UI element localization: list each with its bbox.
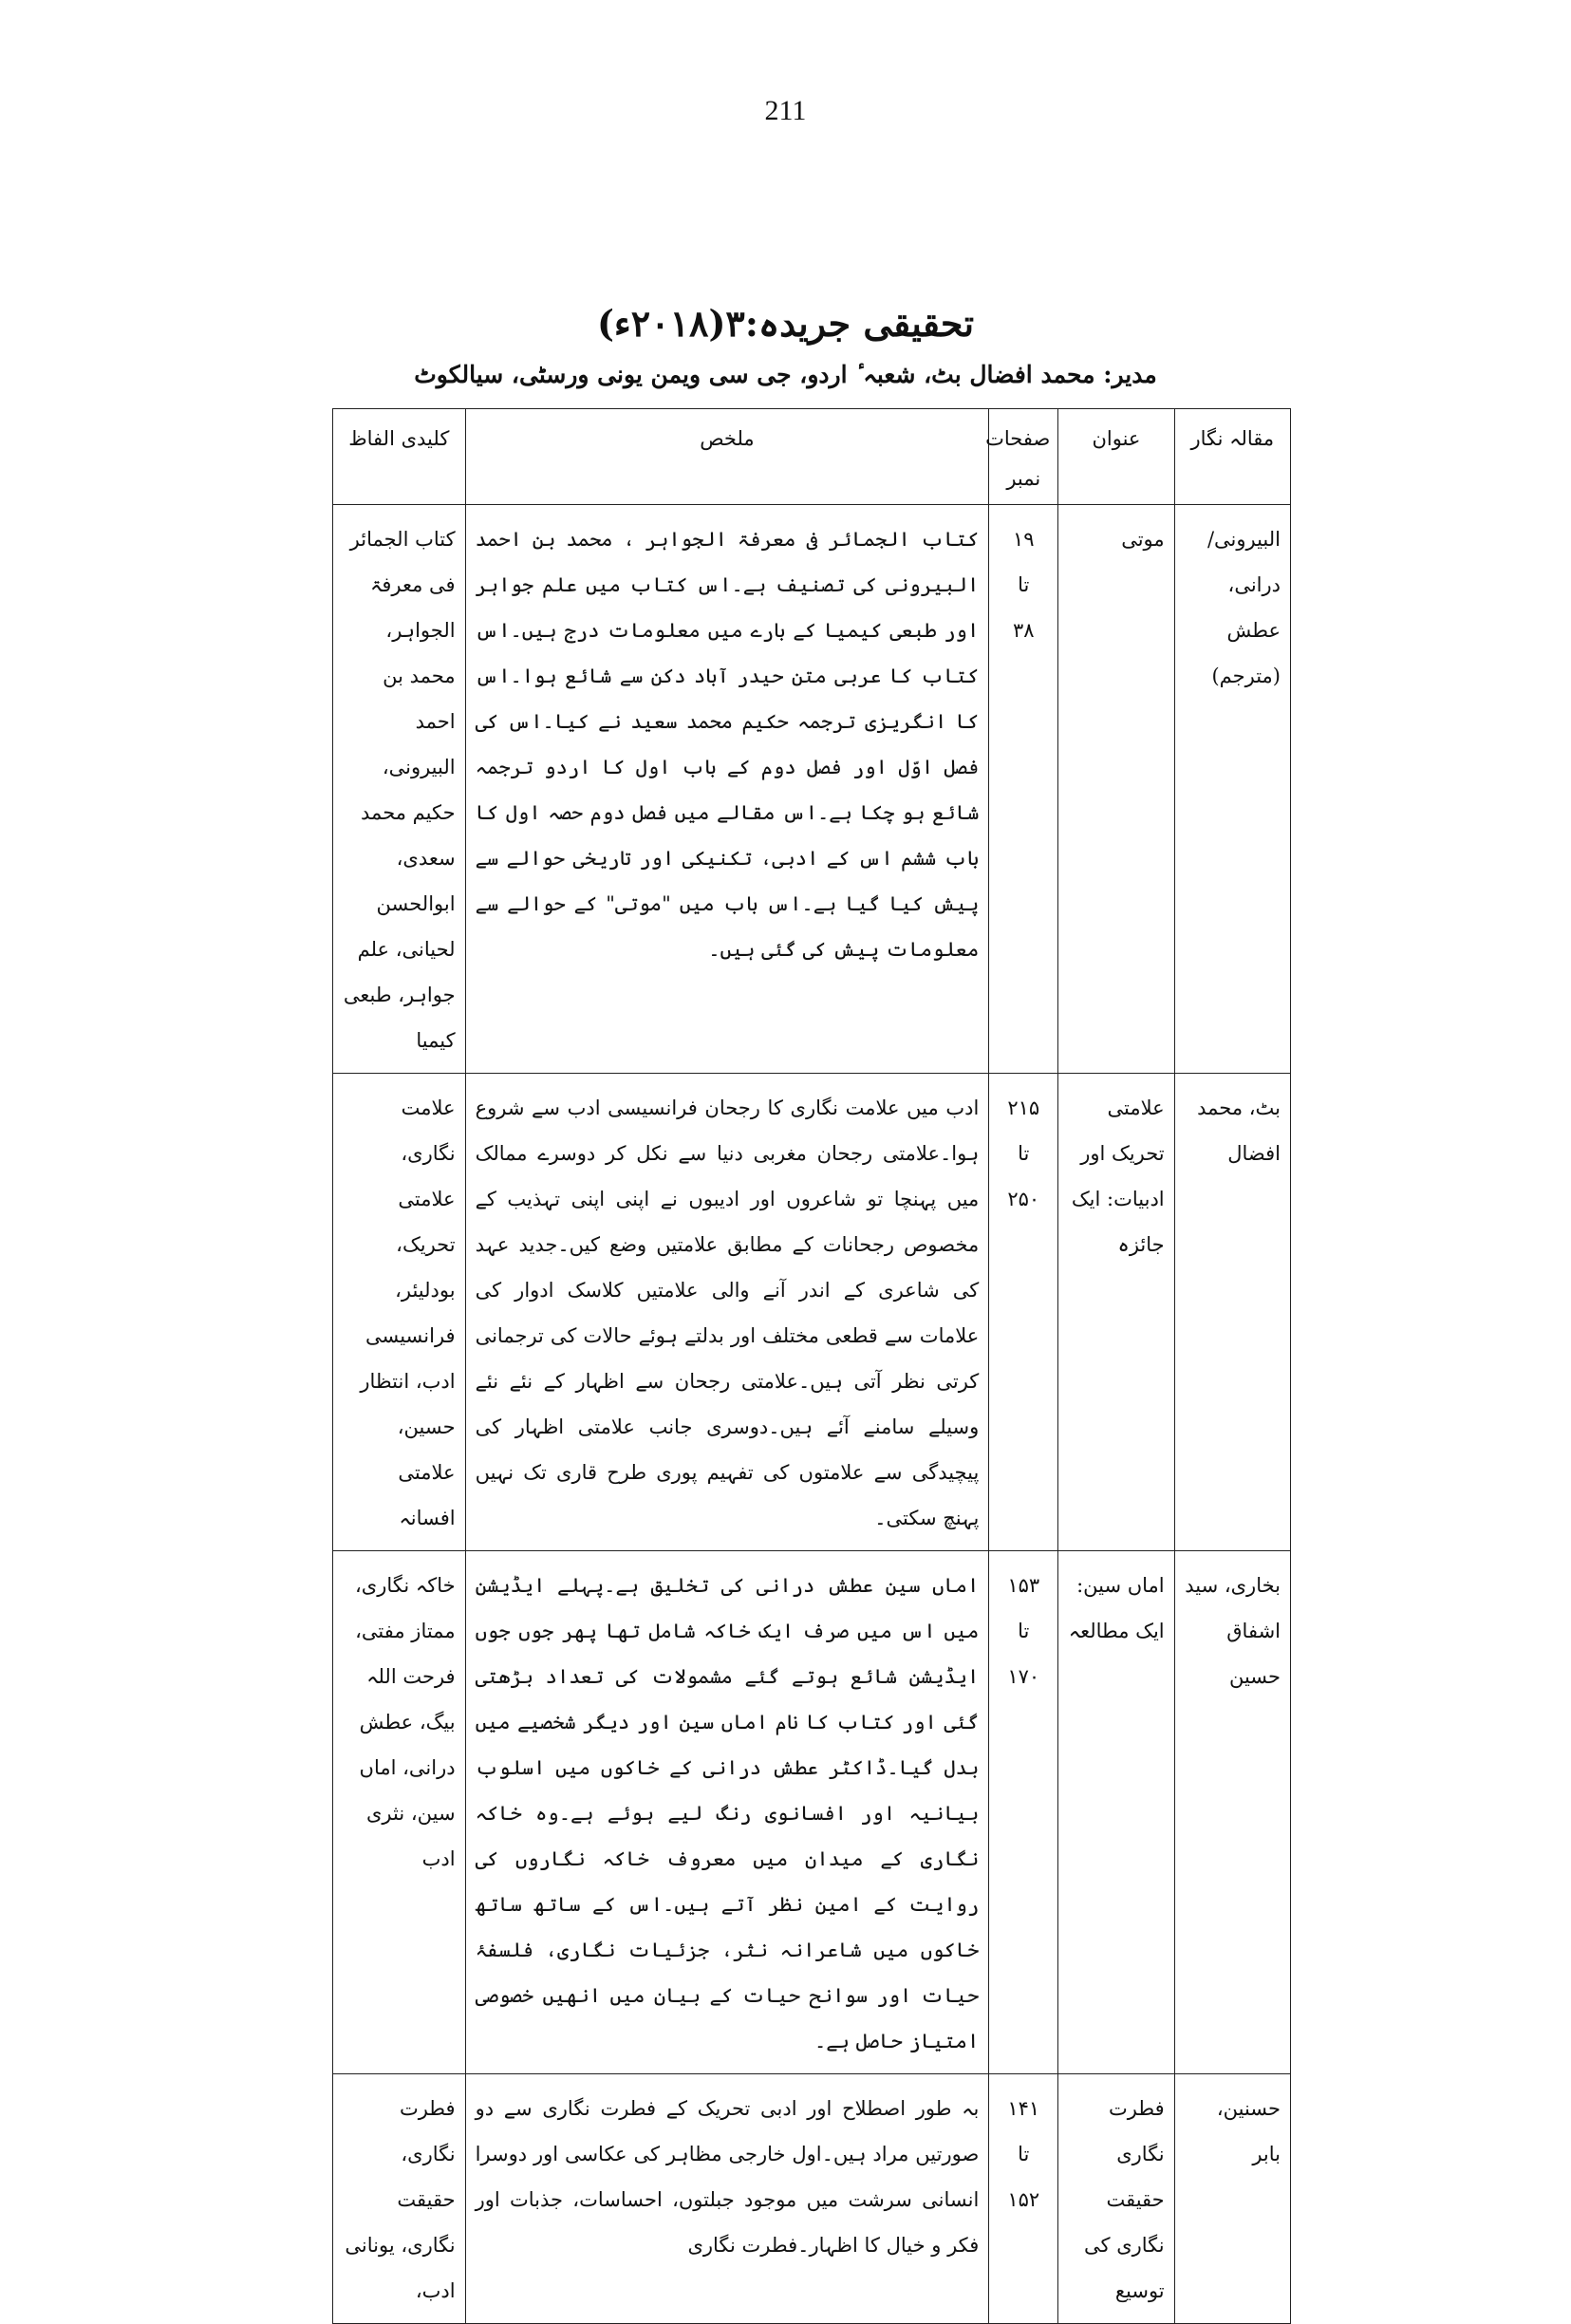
pages-cell [989, 2074, 1058, 2324]
editor-line: مدیر: محمد افضال بٹ، شعبہ ٔ اردو، جی سی ویمن یونی ورسٹی، سیالکوٹ [414, 361, 1157, 388]
pages-to-word: تا [1018, 1142, 1030, 1165]
title-cell: فطرت نگاری حقیقت نگاری کی توسیع [1058, 2074, 1174, 2324]
abstract-cell: اماں سین عطش درانی کی تخلیق ہے۔پہلے ایڈیشن میں اس میں صرف ایک خاکہ شامل تھا پھر جوں جوں ایڈیشن شائع ہوتے گئے مشمولات کی تعداد بڑھتی گئی اور کتاب کا نام اماں سین اور دیگر شخصیے میں بدل گیا۔ڈاکٹر عطش درانی کے خاکوں میں اسلوب بیانیہ اور افسانوی رنگ لیے ہوئے ہے۔وہ خاکہ نگاری کے میدان میں معروف خاکہ نگاروں کی روایت کے امین نظر آتے ہیں۔اس کے ساتھ ساتھ خاکوں میں شاعرانہ نثر، جزئیات نگاری، فلسفۂ حیات اور سوانح حیات کے بیان میں انھیں خصوصی امتیاز حاصل ہے۔ [465, 1551, 989, 2074]
pages-cell [989, 505, 1058, 1074]
title-cell: علامتی تحریک اور ادبیات: ایک جائزہ [1058, 1074, 1174, 1551]
keywords-cell: خاکہ نگاری، ممتاز مفتی، فرحت اللہ بیگ، عطش درانی، اماں سین، نثری ادب [333, 1551, 466, 2074]
abstract-cell: ادب میں علامت نگاری کا رجحان فرانسیسی ادب سے شروع ہوا۔علامتی رجحان مغربی دنیا سے نکل کر دوسرے ممالک میں پہنچا تو شاعروں اور ادیبوں نے اپنی اپنی تہذیب کے مخصوص رجحانات کے مطابق علامتیں وضع کیں۔جدید عہد کی شاعری کے اندر آنے والی علامتیں کلاسک ادوار کی علامات سے قطعی مختلف اور بدلتے ہوئے حالات کی ترجمانی کرتی نظر آتی ہیں۔علامتی رجحان سے اظہار کے نئے نئے وسیلے سامنے آئے ہیں۔دوسری جانب علامتی اظہار کی پیچیدگی سے علامتوں کی تفہیم پوری طرح قاری تک نہیں پہنچ سکتی۔ [465, 1074, 989, 1551]
author-cell: حسنین، بابر [1174, 2074, 1290, 2324]
pages-to-word: تا [1018, 2143, 1030, 2165]
page-number: 211 [764, 95, 807, 126]
author-cell: بٹ، محمد افضال [1174, 1074, 1290, 1551]
pages-to-word: تا [1018, 1620, 1030, 1642]
pages-to: ۳۸ [1013, 619, 1035, 642]
abstract-cell: کتاب الجمائر فی معرفۃ الجواہر ، محمد بن احمد البیرونی کی تصنیف ہے۔اس کتاب میں علم جواہر اور طبعی کیمیا کے بارے میں معلومات درج ہیں۔اس کتاب کا عربی متن حیدر آباد دکن سے شائع ہوا۔اس کا انگریزی ترجمہ حکیم محمد سعید نے کیا۔اس کی فصل اوّل اور فصل دوم کے باب اول کا اردو ترجمہ شائع ہو چکا ہے۔اس مقالے میں فصل دوم حصہ اول کا باب ششم اس کے ادبی، تکنیکی اور تاریخی حوالے سے پیش کیا گیا ہے۔اس باب میں "موتی" کے حوالے سے معلومات پیش کی گئی ہیں۔ [465, 505, 989, 1074]
pages-to: ۱۷۰ [1007, 1665, 1040, 1688]
pages-to: ۱۵۲ [1007, 2188, 1040, 2211]
table-header-row [333, 409, 1291, 505]
pages-from: ۱۵۳ [1007, 1574, 1040, 1597]
table-row [333, 1551, 1291, 2074]
header-title: عنوان [1058, 409, 1174, 505]
author-cell: بخاری، سید اشفاق حسین [1174, 1551, 1290, 2074]
pages-to-word: تا [1018, 573, 1030, 596]
articles-table [332, 408, 1291, 2324]
pages-cell [989, 1074, 1058, 1551]
author-cell: البیرونی/ درانی، عطش (مترجم) [1174, 505, 1290, 1074]
abstract-cell: بہ طور اصطلاح اور ادبی تحریک کے فطرت نگاری سے دو صورتیں مراد ہیں۔اول خارجی مظاہر کی عکاسی اور دوسرا انسانی سرشت میں موجود جبلتوں، احساسات، جذبات اور فکر و خیال کا اظہار۔فطرت نگاری [465, 2074, 989, 2324]
keywords-cell: فطرت نگاری، حقیقت نگاری، یونانی ادب، [333, 2074, 466, 2324]
pages-from: ۲۱۵ [1007, 1096, 1040, 1119]
journal-title: تحقیقی جریدہ:۳(۲۰۱۸ء) [596, 302, 975, 345]
header-pages: صفحات نمبر [989, 409, 1058, 505]
pages-from: ۱۹ [1013, 528, 1035, 551]
table-row [333, 505, 1291, 1074]
pages-from: ۱۴۱ [1007, 2097, 1040, 2120]
header-keywords: کلیدی الفاظ [333, 409, 466, 505]
table-row [333, 2074, 1291, 2324]
header-abstract: ملخص [465, 409, 989, 505]
table-row [333, 1074, 1291, 1551]
keywords-cell: کتاب الجمائر فی معرفۃ الجواہر، محمد بن احمد البیرونی، حکیم محمد سعدی، ابوالحسن لحیانی، علم جواہر، طبعی کیمیا [333, 505, 466, 1074]
title-cell: موتی [1058, 505, 1174, 1074]
keywords-cell: علامت نگاری، علامتی تحریک، بودلیئر، فرانسیسی ادب، انتظار حسین، علامتی افسانہ [333, 1074, 466, 1551]
title-cell: اماں سین: ایک مطالعہ [1058, 1551, 1174, 2074]
pages-to: ۲۵۰ [1007, 1188, 1040, 1210]
pages-cell [989, 1551, 1058, 2074]
header-author: مقالہ نگار [1174, 409, 1290, 505]
